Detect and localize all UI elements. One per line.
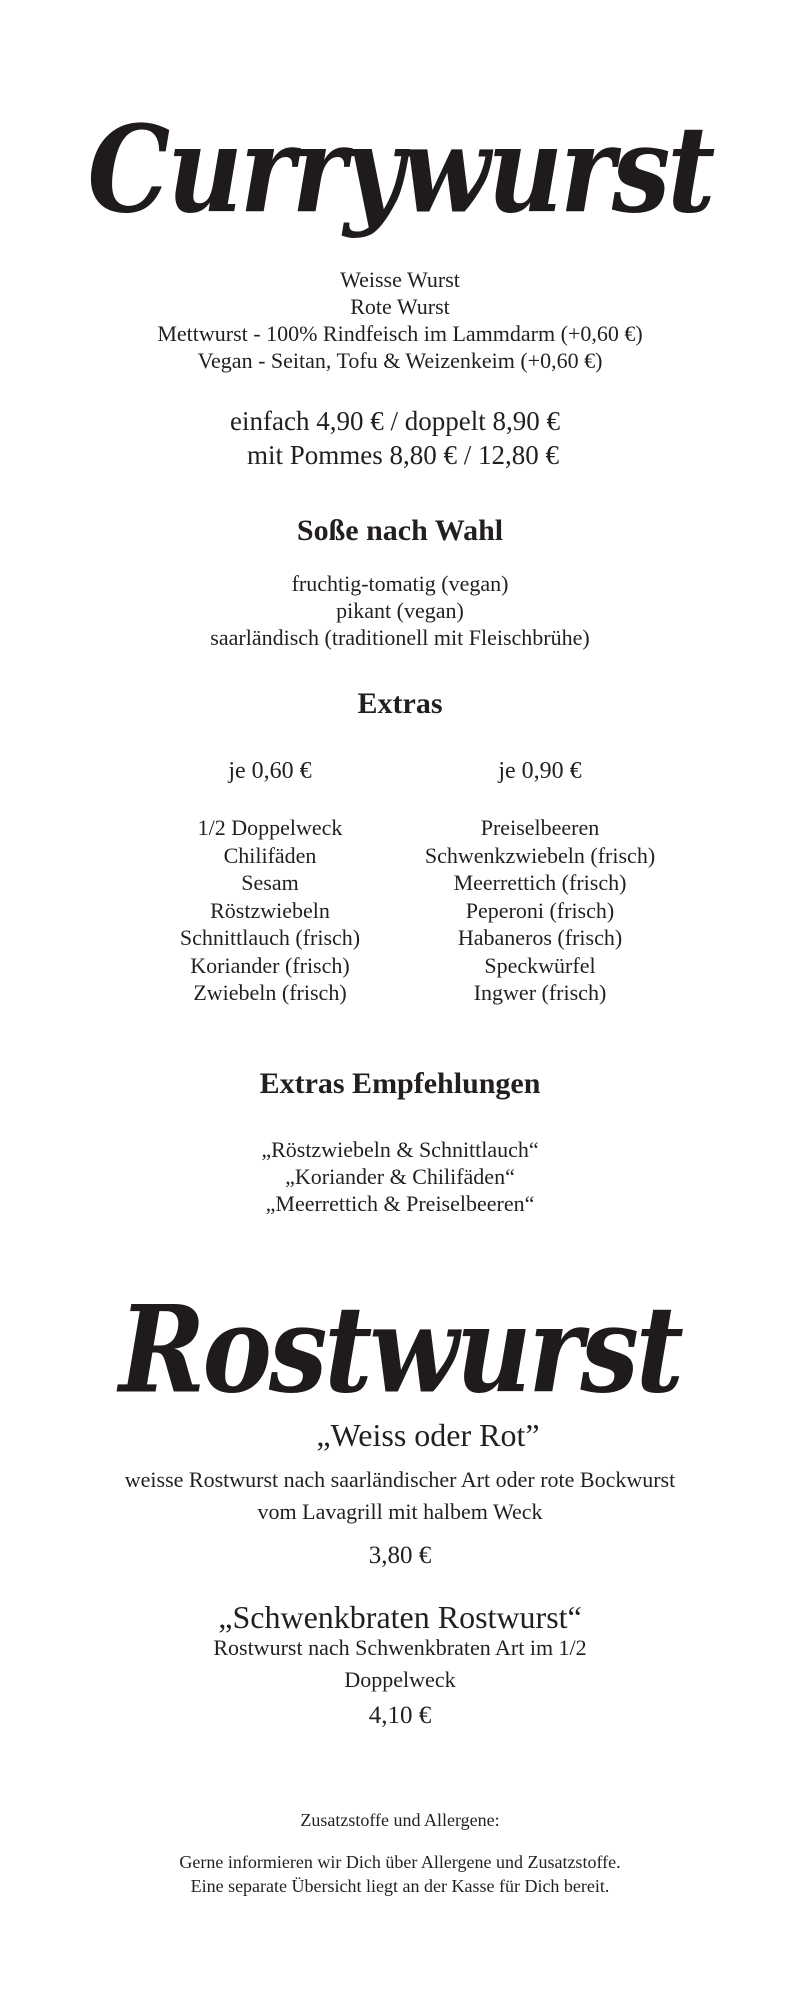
variety-item: Rote Wurst — [350, 294, 450, 319]
description-line: Rostwurst nach Schwenkbraten Art im 1/2 — [213, 1635, 587, 1660]
variety-item: Weisse Wurst — [340, 267, 460, 292]
extras-item: Preiselbeeren — [480, 815, 600, 840]
sauce-list — [0, 570, 800, 651]
extras-item: Schwenkzwiebeln (frisch) — [424, 842, 656, 868]
extras-item: Speckwürfel — [484, 952, 596, 978]
allergens-info — [0, 1850, 800, 1898]
recommendation-item: „Röstzwiebeln & Schnittlauch“ — [261, 1137, 539, 1162]
description-line: weisse Rostwurst nach saarländischer Art oder rote Bockwurst — [124, 1467, 676, 1492]
extras-item: Schnittlauch (frisch) — [179, 925, 361, 950]
currywurst-title: Currywurst — [87, 98, 713, 241]
allergens-heading — [0, 1808, 800, 1832]
extras-item: Chilifäden — [223, 842, 317, 868]
extras-item: Sesam — [241, 870, 299, 895]
extras-item: Habaneros (frisch) — [457, 925, 623, 950]
rostwurst-item-name: „Weiss oder Rot” — [316, 1417, 540, 1453]
price-line: mit Pommes 8,80 € / 12,80 € — [246, 440, 560, 470]
recommendation-item: „Meerrettich & Preiselbeeren“ — [265, 1191, 535, 1216]
recommendations-heading: Extras Empfehlungen — [259, 1067, 541, 1100]
extras-item: Ingwer (frisch) — [473, 980, 607, 1005]
allergens-heading-text: Zusatzstoffe und Allergene: — [300, 1810, 500, 1830]
variety-item: Mettwurst - 100% Rindfeisch im Lammdarm (+0,60 €) — [157, 321, 643, 346]
sauce-item: saarländisch (traditionell mit Fleischbrühe) — [210, 625, 590, 650]
description-line: vom Lavagrill mit halbem Weck — [257, 1499, 543, 1524]
extras-column-090 — [390, 756, 690, 1007]
recommendation-item: „Koriander & Chilifäden“ — [285, 1164, 515, 1189]
variety-item: Vegan - Seitan, Tofu & Weizenkeim (+0,60 €) — [197, 348, 603, 373]
rostwurst-item-description — [0, 1632, 800, 1696]
rostwurst-item-description — [0, 1464, 800, 1528]
extras-column-price: je 0,60 € — [228, 758, 312, 784]
allergens-line: Gerne informieren wir Dich über Allergene und Zusatzstoffe. — [179, 1852, 621, 1872]
price-line: einfach 4,90 € / doppelt 8,90 € — [230, 406, 560, 436]
sauce-heading: Soße nach Wahl — [296, 514, 504, 547]
extras-item: Zwiebeln (frisch) — [193, 980, 347, 1005]
extras-item: Koriander (frisch) — [190, 952, 350, 978]
currywurst-prices — [0, 404, 800, 472]
extras-column-price: je 0,90 € — [498, 758, 582, 784]
currywurst-varieties — [0, 266, 800, 374]
rostwurst-item-name: „Schwenkbraten Rostwurst“ — [218, 1599, 582, 1635]
extras-item: 1/2 Doppelweck — [197, 815, 343, 840]
recommendations-list — [0, 1136, 800, 1217]
extras-item: Röstzwiebeln — [210, 897, 330, 923]
sauce-item: pikant (vegan) — [336, 598, 464, 623]
rostwurst-item-price: 4,10 € — [368, 1702, 432, 1729]
extras-item: Peperoni (frisch) — [465, 897, 615, 923]
extras-item: Meerrettich (frisch) — [453, 870, 627, 895]
description-line: Doppelweck — [344, 1667, 456, 1692]
extras-column-060 — [120, 756, 420, 1007]
rostwurst-title: Rostwurst — [119, 1278, 681, 1421]
extras-heading: Extras — [357, 687, 443, 720]
sauce-item: fruchtig-tomatig (vegan) — [291, 571, 509, 596]
allergens-line: Eine separate Übersicht liegt an der Kasse für Dich bereit. — [190, 1876, 610, 1896]
rostwurst-item-price: 3,80 € — [368, 1542, 432, 1569]
